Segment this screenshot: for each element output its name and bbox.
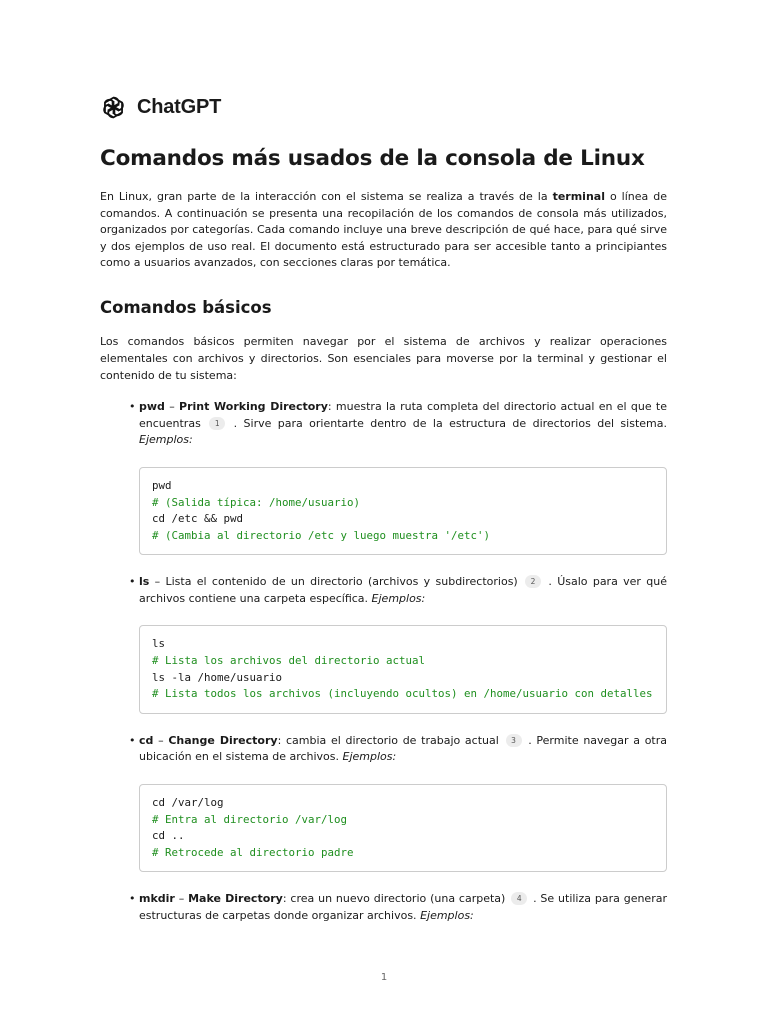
code-line: cd /var/log (152, 796, 224, 810)
command-name: mkdir (139, 892, 175, 906)
examples-label: Ejemplos: (371, 591, 426, 605)
list-item (129, 891, 667, 924)
intro-bold-term: terminal (552, 189, 605, 203)
separator: – (164, 400, 180, 414)
command-description-cont: . Sirve para orientarte dentro de la estructura de directorios del sistema. (227, 416, 667, 430)
command-description-cont: . Permite navegar a otra ubicación en el sistema de archivos. (139, 733, 668, 764)
command-description-cont: . Úsalo para ver qué archivos contiene una carpeta específica. (139, 575, 667, 605)
code-line: pwd (152, 478, 172, 492)
bullet-marker: • (129, 892, 136, 906)
command-fullname: Change Directory (168, 733, 278, 747)
intro-text-2: o línea de comandos. A continuación se presenta una recopilación de los comandos de consola más utilizados, organizados por categorías. Cada comando incluye una breve descripción de qué hace, para qué sirve y dos ejemplos de uso real. El documento está estructurado para ser accesible tanto a principiantes como a usuarios avanzados, con secciones claras por temática. (100, 189, 667, 270)
citation-badge[interactable]: 3 (506, 734, 522, 747)
list-item (129, 574, 667, 607)
examples-label: Ejemplos: (342, 750, 397, 764)
code-block (139, 784, 667, 872)
command-name: pwd (139, 400, 165, 414)
code-comment: # Entra al directorio /var/log (152, 812, 348, 826)
code-block (139, 625, 667, 713)
command-description-cont: . Se utiliza para generar estructuras de carpetas donde organizar archivos. (139, 892, 667, 922)
separator: – (153, 733, 169, 747)
examples-label: Ejemplos: (139, 433, 193, 447)
examples-label: Ejemplos: (420, 909, 474, 922)
citation-badge[interactable]: 4 (511, 892, 527, 905)
command-name: cd (139, 733, 154, 747)
openai-logo-icon (100, 94, 127, 121)
brand-header (100, 93, 667, 121)
code-line: cd /etc && pwd (152, 512, 244, 526)
intro-paragraph (100, 189, 667, 272)
code-block (139, 467, 667, 555)
code-line: ls (152, 637, 166, 651)
command-fullname: Print Working Directory (179, 400, 328, 414)
bullet-marker: • (129, 400, 136, 414)
separator: – (174, 892, 189, 906)
document-title: Comandos más usados de la consola de Linux (100, 146, 645, 171)
separator: – (149, 575, 166, 589)
code-line: ls -la /home/usuario (152, 670, 283, 684)
list-item (129, 399, 668, 449)
command-name: ls (139, 575, 150, 589)
command-fullname: Make Directory (188, 892, 283, 906)
section-intro-paragraph: Los comandos básicos permiten navegar por el sistema de archivos y realizar operaciones elementales con archivos y directorios. Son esenciales para moverse por la terminal y gestionar el contenido de tu sistema: (100, 335, 667, 382)
code-comment: # Retrocede al directorio padre (152, 845, 354, 859)
code-comment: # Lista los archivos del directorio actual (152, 654, 426, 668)
bullet-marker: • (129, 733, 136, 747)
list-item (129, 733, 668, 766)
command-description: : crea un nuevo directorio (una carpeta) (282, 892, 510, 906)
bullet-marker: • (129, 575, 136, 589)
code-comment: # Lista todos los archivos (incluyendo ocultos) en /home/usuario con detalles (152, 687, 653, 701)
page-number: 1 (380, 972, 388, 983)
section-heading: Comandos básicos (100, 297, 272, 317)
brand-name: ChatGPT (137, 95, 222, 118)
citation-badge[interactable]: 1 (209, 417, 225, 430)
citation-badge[interactable]: 2 (525, 575, 541, 588)
intro-text-1: En Linux, gran parte de la interacción con el sistema se realiza a través de la (100, 189, 553, 203)
command-description: : muestra la ruta completa del directorio actual en el que te encuentras (139, 400, 668, 430)
document-page (100, 93, 667, 925)
command-description: Lista el contenido de un directorio (archivos y subdirectorios) (165, 575, 524, 589)
command-description: : cambia el directorio de trabajo actual (277, 733, 504, 747)
code-line: cd .. (152, 829, 185, 843)
code-comment: # (Salida típica: /home/usuario) (152, 495, 361, 509)
code-comment: # (Cambia al directorio /etc y luego muestra '/etc') (152, 528, 491, 542)
